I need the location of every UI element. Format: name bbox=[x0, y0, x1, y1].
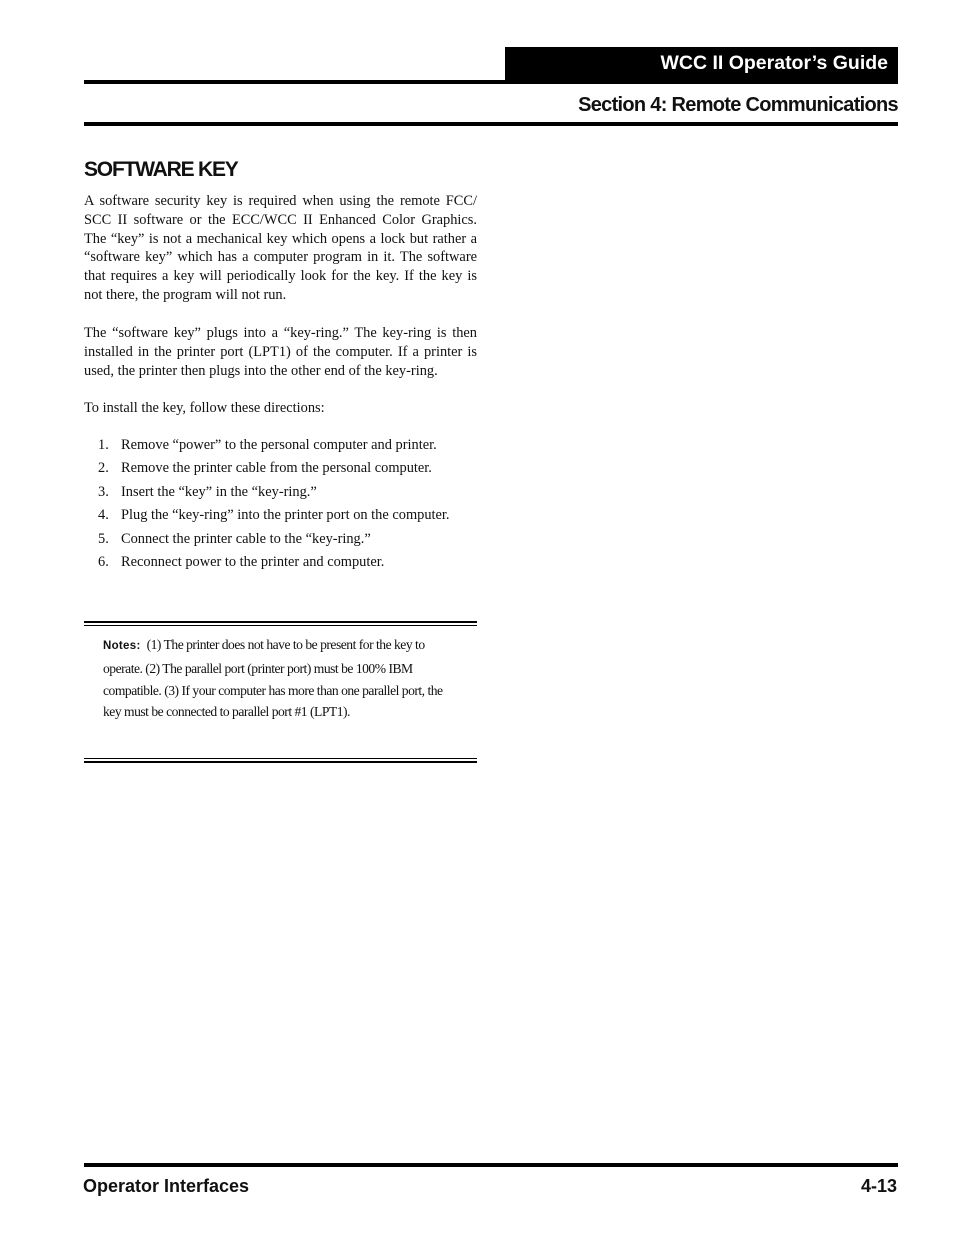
step-text: Plug the “key-ring” into the printer port on the computer. bbox=[121, 507, 450, 524]
footer-rule bbox=[84, 1163, 898, 1167]
list-item bbox=[98, 436, 458, 455]
step-number: 3. bbox=[98, 483, 109, 500]
section-rule bbox=[84, 122, 898, 126]
step-number: 4. bbox=[98, 507, 109, 524]
step-text: Remove “power” to the personal computer and printer. bbox=[121, 437, 437, 453]
page-heading: SOFTWARE KEY bbox=[84, 158, 238, 181]
step-number: 2. bbox=[98, 460, 109, 477]
list-item bbox=[98, 483, 458, 502]
step-number: 6. bbox=[98, 553, 109, 570]
notes-top-rule bbox=[84, 621, 477, 623]
notes-top-rule-thin bbox=[84, 625, 477, 626]
step-text: Remove the printer cable from the personal computer. bbox=[121, 460, 432, 477]
section-title: Section 4: Remote Communications bbox=[578, 94, 898, 116]
step-text: Insert the “key” in the “key-ring.” bbox=[121, 483, 317, 500]
list-item bbox=[98, 506, 458, 525]
list-item bbox=[98, 530, 458, 549]
footer-chapter: Operator Interfaces bbox=[83, 1176, 250, 1196]
notes-bottom-rule bbox=[84, 761, 477, 763]
notes-label: Notes: bbox=[103, 640, 141, 652]
list-item bbox=[98, 459, 458, 478]
key-ring-paragraph: The “software key” plugs into a “key-ring.” The key-ring is then installed in the printer port (LPT1) of the computer. If a printer is used, the printer then plugs into the other end of the key-ring. bbox=[84, 325, 477, 379]
header-rule bbox=[84, 80, 898, 84]
step-text: Reconnect power to the printer and computer. bbox=[121, 553, 385, 570]
step-number: 5. bbox=[98, 530, 109, 547]
step-number: 1. bbox=[98, 437, 109, 453]
step-text: Connect the printer cable to the “key-ring.” bbox=[121, 530, 371, 547]
list-item bbox=[98, 553, 458, 572]
intro-paragraph: A software security key is required when using the remote FCC/ SCC II software or the ECC/WCC II Enhanced Color Graphics. The “key” is not a mechanical key which opens a lock but rather a “software key” which has a computer program in it. The software that requires a key will periodically look for the key. If the key is not there, the program will not run. bbox=[84, 193, 477, 303]
guide-title: WCC II Operator’s Guide bbox=[505, 47, 898, 82]
notes-text: (1) The printer does not have to be present for the key to operate. (2) The parallel port (printer port) must be 100% IBM compatible. (3) If your computer has more than one parallel port, the key must be connected to parallel port #1 (LPT1). bbox=[103, 637, 443, 720]
directions-intro: To install the key, follow these directions: bbox=[84, 400, 325, 416]
page-number: 4-13 bbox=[860, 1176, 897, 1196]
install-steps-list bbox=[98, 436, 458, 576]
notes-box bbox=[103, 634, 453, 723]
notes-bottom-rule-thin bbox=[84, 758, 477, 759]
